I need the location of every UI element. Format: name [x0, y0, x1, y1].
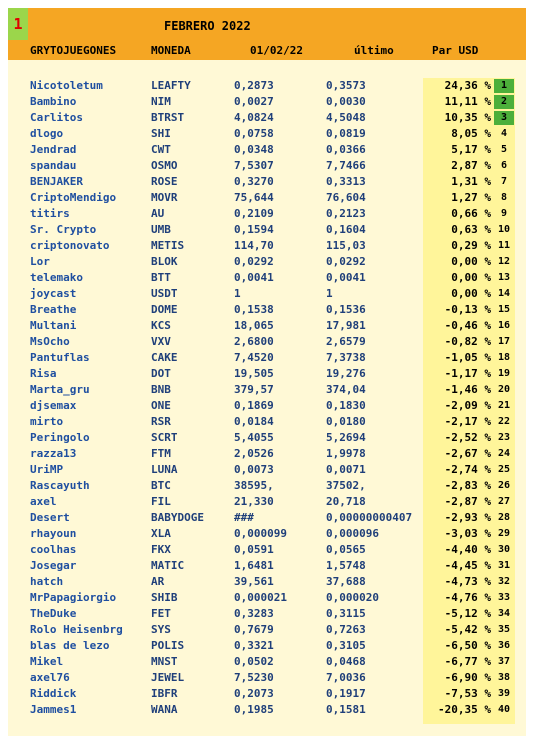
pct-change: 2,87 % [451, 159, 491, 172]
coin-symbol: VXV [151, 335, 171, 348]
pct-change: -0,13 % [444, 303, 491, 316]
pct-change: -6,50 % [444, 639, 491, 652]
rank-number: 9 [500, 208, 508, 219]
table-row [8, 430, 526, 446]
player-name: BENJAKER [30, 175, 83, 188]
table-row [8, 510, 526, 526]
value-start: 0,2073 [234, 687, 274, 700]
player-name: TheDuke [30, 607, 77, 620]
table-row [8, 238, 526, 254]
col-header-player: GRYTOJUEGONES [30, 44, 117, 57]
player-name: blas de lezo [30, 639, 110, 652]
value-last: 2,6579 [326, 335, 366, 348]
rank-number: 22 [497, 416, 511, 427]
player-name: Nicotoletum [30, 79, 103, 92]
rank-number: 2 [494, 95, 514, 109]
value-start: 1 [234, 287, 241, 300]
coin-symbol: LEAFTY [151, 79, 191, 92]
rank-number: 28 [497, 512, 511, 523]
pct-change: -3,03 % [444, 527, 491, 540]
table-row [8, 574, 526, 590]
player-name: Breathe [30, 303, 77, 316]
coin-symbol: JEWEL [151, 671, 185, 684]
value-last: 0,3115 [326, 607, 366, 620]
coin-symbol: OSMO [151, 159, 178, 172]
pct-change: -1,46 % [444, 383, 491, 396]
player-name: Lor [30, 255, 50, 268]
coin-symbol: SHIB [151, 591, 178, 604]
pct-change: -2,09 % [444, 399, 491, 412]
value-last: 0,000096 [326, 527, 379, 540]
value-last: 0,0468 [326, 655, 366, 668]
table-row [8, 526, 526, 542]
value-last: 0,1917 [326, 687, 366, 700]
pct-change: -5,42 % [444, 623, 491, 636]
pct-change: -2,67 % [444, 447, 491, 460]
pct-change: -4,45 % [444, 559, 491, 572]
rank-number: 26 [497, 480, 511, 491]
rank-number: 24 [497, 448, 511, 459]
value-last: 1,9978 [326, 447, 366, 460]
rank-number: 35 [497, 624, 511, 635]
table-row [8, 222, 526, 238]
value-start: 18,065 [234, 319, 274, 332]
value-last: 0,1830 [326, 399, 366, 412]
table-row [8, 702, 526, 718]
pct-change: 0,00 % [451, 271, 491, 284]
coin-symbol: USDT [151, 287, 178, 300]
pct-change: -2,87 % [444, 495, 491, 508]
table-row [8, 414, 526, 430]
header-spacer [8, 60, 526, 78]
coin-symbol: POLIS [151, 639, 185, 652]
table-row [8, 78, 526, 94]
value-start: 75,644 [234, 191, 274, 204]
value-start: 0,3270 [234, 175, 274, 188]
value-start: 0,0758 [234, 127, 274, 140]
value-last: 0,0071 [326, 463, 366, 476]
pct-change: -20,35 % [438, 703, 491, 716]
pct-change: 1,27 % [451, 191, 491, 204]
pct-change: 24,36 % [444, 79, 491, 92]
player-name: Pantuflas [30, 351, 90, 364]
player-name: axel76 [30, 671, 70, 684]
table-row [8, 622, 526, 638]
player-name: telemako [30, 271, 83, 284]
coin-symbol: AR [151, 575, 165, 588]
value-last: 1 [326, 287, 333, 300]
player-name: MrPapagiorgio [30, 591, 117, 604]
value-last: 7,7466 [326, 159, 366, 172]
table-row [8, 446, 526, 462]
coin-symbol: MATIC [151, 559, 185, 572]
coin-symbol: METIS [151, 239, 185, 252]
coin-symbol: CAKE [151, 351, 178, 364]
pct-change: 0,29 % [451, 239, 491, 252]
pct-change: -0,46 % [444, 319, 491, 332]
player-name: Jendrad [30, 143, 77, 156]
value-start: 0,0591 [234, 543, 274, 556]
value-start: 38595, [234, 479, 274, 492]
value-last: 19,276 [326, 367, 366, 380]
coin-symbol: UMB [151, 223, 171, 236]
table-row [8, 638, 526, 654]
table-row [8, 190, 526, 206]
player-name: Sr. Crypto [30, 223, 97, 236]
col-header-date: 01/02/22 [250, 44, 303, 57]
value-last: 0,1581 [326, 703, 366, 716]
value-start: 0,1985 [234, 703, 274, 716]
coin-symbol: AU [151, 207, 165, 220]
value-last: 20,718 [326, 495, 366, 508]
pct-change: -0,82 % [444, 335, 491, 348]
rank-number: 10 [497, 224, 511, 235]
player-name: axel [30, 495, 57, 508]
pct-change: -2,17 % [444, 415, 491, 428]
value-last: 5,2694 [326, 431, 366, 444]
value-start: 0,2109 [234, 207, 274, 220]
table-row [8, 398, 526, 414]
value-last: 0,0819 [326, 127, 366, 140]
rank-number: 34 [497, 608, 511, 619]
player-name: djsemax [30, 399, 77, 412]
pct-change: 10,35 % [444, 111, 491, 124]
value-last: 374,04 [326, 383, 366, 396]
pct-change: -4,76 % [444, 591, 491, 604]
rank-number: 40 [497, 704, 511, 715]
player-name: joycast [30, 287, 77, 300]
player-name: mirto [30, 415, 64, 428]
value-last: 76,604 [326, 191, 366, 204]
value-start: 0,000099 [234, 527, 287, 540]
player-name: Bambino [30, 95, 77, 108]
coin-symbol: KCS [151, 319, 171, 332]
player-name: CriptoMendigo [30, 191, 117, 204]
player-name: titirs [30, 207, 70, 220]
col-header-pct: Par USD [432, 44, 479, 57]
value-start: 7,5230 [234, 671, 274, 684]
player-name: Risa [30, 367, 57, 380]
rank-number: 11 [497, 240, 511, 251]
coin-symbol: ONE [151, 399, 171, 412]
pct-change: -2,74 % [444, 463, 491, 476]
rank-number: 31 [497, 560, 511, 571]
rank-number: 30 [497, 544, 511, 555]
rank-number: 19 [497, 368, 511, 379]
value-last: 0,1604 [326, 223, 366, 236]
value-start: 0,0041 [234, 271, 274, 284]
value-last: 4,5048 [326, 111, 366, 124]
value-start: 1,6481 [234, 559, 274, 572]
player-name: criptonovato [30, 239, 110, 252]
pct-change: -2,83 % [444, 479, 491, 492]
coin-symbol: DOT [151, 367, 171, 380]
value-start: 0,000021 [234, 591, 287, 604]
rank-number: 32 [497, 576, 511, 587]
player-name: Mikel [30, 655, 64, 668]
player-name: UriMP [30, 463, 64, 476]
table-row [8, 558, 526, 574]
value-last: 0,00000000407 [326, 511, 413, 524]
player-name: Josegar [30, 559, 77, 572]
pct-change: 11,11 % [444, 95, 491, 108]
table-row [8, 654, 526, 670]
ranking-sheet [8, 8, 526, 736]
player-name: Rolo Heisenbrg [30, 623, 123, 636]
pct-change: -5,12 % [444, 607, 491, 620]
value-start: 2,0526 [234, 447, 274, 460]
value-start: 19,505 [234, 367, 274, 380]
value-last: 0,0180 [326, 415, 366, 428]
coin-symbol: SCRT [151, 431, 178, 444]
value-last: 0,3105 [326, 639, 366, 652]
value-start: 0,1869 [234, 399, 274, 412]
coin-symbol: BABYDOGE [151, 511, 204, 524]
coin-symbol: ROSE [151, 175, 178, 188]
rank-number: 33 [497, 592, 511, 603]
table-row [8, 158, 526, 174]
coin-symbol: MNST [151, 655, 178, 668]
rank-number: 6 [500, 160, 508, 171]
coin-symbol: NIM [151, 95, 171, 108]
player-name: Jammes1 [30, 703, 77, 716]
rank-number: 3 [494, 111, 514, 125]
rank-number: 4 [500, 128, 508, 139]
player-name: razza13 [30, 447, 77, 460]
pct-change: 1,31 % [451, 175, 491, 188]
coin-symbol: XLA [151, 527, 171, 540]
coin-symbol: BLOK [151, 255, 178, 268]
table-row [8, 350, 526, 366]
value-start: 7,5307 [234, 159, 274, 172]
rank-number: 27 [497, 496, 511, 507]
table-row [8, 334, 526, 350]
col-header-coin: MONEDA [151, 44, 191, 57]
table-row [8, 686, 526, 702]
rank-number: 13 [497, 272, 511, 283]
coin-symbol: BNB [151, 383, 171, 396]
table-row [8, 206, 526, 222]
table-row [8, 590, 526, 606]
value-last: 7,3738 [326, 351, 366, 364]
value-last: 0,000020 [326, 591, 379, 604]
player-name: Marta_gru [30, 383, 90, 396]
value-start: 0,3321 [234, 639, 274, 652]
coin-symbol: SYS [151, 623, 171, 636]
player-name: coolhas [30, 543, 77, 556]
table-row [8, 174, 526, 190]
rank-number: 15 [497, 304, 511, 315]
player-name: Peringolo [30, 431, 90, 444]
rank-number: 29 [497, 528, 511, 539]
coin-symbol: BTRST [151, 111, 185, 124]
value-last: 0,0565 [326, 543, 366, 556]
value-last: 0,3313 [326, 175, 366, 188]
pct-change: -2,93 % [444, 511, 491, 524]
coin-symbol: CWT [151, 143, 171, 156]
value-last: 0,2123 [326, 207, 366, 220]
table-row [8, 302, 526, 318]
value-start: 39,561 [234, 575, 274, 588]
coin-symbol: IBFR [151, 687, 178, 700]
player-name: hatch [30, 575, 64, 588]
table-row [8, 126, 526, 142]
table-row [8, 462, 526, 478]
table-row [8, 318, 526, 334]
table-row [8, 670, 526, 686]
coin-symbol: FET [151, 607, 171, 620]
value-last: 37502, [326, 479, 366, 492]
value-last: 7,0036 [326, 671, 366, 684]
rank-number: 8 [500, 192, 508, 203]
player-name: Rascayuth [30, 479, 90, 492]
value-last: 0,0030 [326, 95, 366, 108]
rank-number: 23 [497, 432, 511, 443]
rank-number: 20 [497, 384, 511, 395]
coin-symbol: BTT [151, 271, 171, 284]
value-start: ### [234, 511, 254, 524]
value-start: 0,1594 [234, 223, 274, 236]
rank-number: 38 [497, 672, 511, 683]
value-last: 0,3573 [326, 79, 366, 92]
value-start: 0,0184 [234, 415, 274, 428]
value-last: 37,688 [326, 575, 366, 588]
coin-symbol: RSR [151, 415, 171, 428]
rank-number: 7 [500, 176, 508, 187]
value-last: 0,0292 [326, 255, 366, 268]
rank-number: 14 [497, 288, 511, 299]
pct-change: -7,53 % [444, 687, 491, 700]
value-start: 0,2873 [234, 79, 274, 92]
coin-symbol: MOVR [151, 191, 178, 204]
rank-number: 5 [500, 144, 508, 155]
coin-symbol: BTC [151, 479, 171, 492]
value-start: 0,1538 [234, 303, 274, 316]
value-last: 0,7263 [326, 623, 366, 636]
coin-symbol: WANA [151, 703, 178, 716]
rank-number: 36 [497, 640, 511, 651]
table-row [8, 542, 526, 558]
value-start: 7,4520 [234, 351, 274, 364]
coin-symbol: FTM [151, 447, 171, 460]
pct-change: 0,66 % [451, 207, 491, 220]
player-name: Multani [30, 319, 77, 332]
value-last: 0,0041 [326, 271, 366, 284]
header-badge: 1 [8, 8, 28, 40]
player-name: Carlitos [30, 111, 83, 124]
table-row [8, 286, 526, 302]
value-start: 379,57 [234, 383, 274, 396]
value-start: 0,7679 [234, 623, 274, 636]
value-last: 0,0366 [326, 143, 366, 156]
value-last: 17,981 [326, 319, 366, 332]
sheet-title: FEBRERO 2022 [164, 19, 251, 33]
pct-change: -1,17 % [444, 367, 491, 380]
pct-change: -2,52 % [444, 431, 491, 444]
pct-change: 8,05 % [451, 127, 491, 140]
table-row [8, 478, 526, 494]
pct-change: -6,77 % [444, 655, 491, 668]
value-start: 0,0502 [234, 655, 274, 668]
rank-number: 16 [497, 320, 511, 331]
coin-symbol: DOME [151, 303, 178, 316]
value-start: 5,4055 [234, 431, 274, 444]
player-name: spandau [30, 159, 77, 172]
pct-change: 5,17 % [451, 143, 491, 156]
rank-number: 37 [497, 656, 511, 667]
value-start: 0,0348 [234, 143, 274, 156]
coin-symbol: FIL [151, 495, 171, 508]
table-row [8, 270, 526, 286]
table-row [8, 494, 526, 510]
pct-change: -4,40 % [444, 543, 491, 556]
value-start: 114,70 [234, 239, 274, 252]
player-name: Desert [30, 511, 70, 524]
col-header-last: último [354, 44, 394, 57]
player-name: rhayoun [30, 527, 77, 540]
pct-change: 0,63 % [451, 223, 491, 236]
player-name: MsOcho [30, 335, 70, 348]
value-start: 0,0027 [234, 95, 274, 108]
value-last: 1,5748 [326, 559, 366, 572]
value-last: 0,1536 [326, 303, 366, 316]
rank-number: 12 [497, 256, 511, 267]
table-row [8, 142, 526, 158]
player-name: dlogo [30, 127, 64, 140]
table-row [8, 382, 526, 398]
value-start: 21,330 [234, 495, 274, 508]
value-start: 0,0292 [234, 255, 274, 268]
header-bar [8, 8, 526, 60]
table-row [8, 606, 526, 622]
rank-number: 1 [494, 79, 514, 93]
pct-change: -1,05 % [444, 351, 491, 364]
value-last: 115,03 [326, 239, 366, 252]
rank-number: 25 [497, 464, 511, 475]
rank-number: 21 [497, 400, 511, 411]
player-name: Riddick [30, 687, 77, 700]
table-row [8, 366, 526, 382]
coin-symbol: LUNA [151, 463, 178, 476]
rank-number: 18 [497, 352, 511, 363]
table-row [8, 110, 526, 126]
value-start: 2,6800 [234, 335, 274, 348]
table-row [8, 254, 526, 270]
value-start: 0,3283 [234, 607, 274, 620]
rank-number: 39 [497, 688, 511, 699]
value-start: 4,0824 [234, 111, 274, 124]
pct-change: 0,00 % [451, 255, 491, 268]
pct-change: -4,73 % [444, 575, 491, 588]
rank-number: 17 [497, 336, 511, 347]
ranking-rows [8, 78, 526, 718]
coin-symbol: FKX [151, 543, 171, 556]
value-start: 0,0073 [234, 463, 274, 476]
pct-change: -6,90 % [444, 671, 491, 684]
coin-symbol: SHI [151, 127, 171, 140]
pct-change: 0,00 % [451, 287, 491, 300]
table-row [8, 94, 526, 110]
